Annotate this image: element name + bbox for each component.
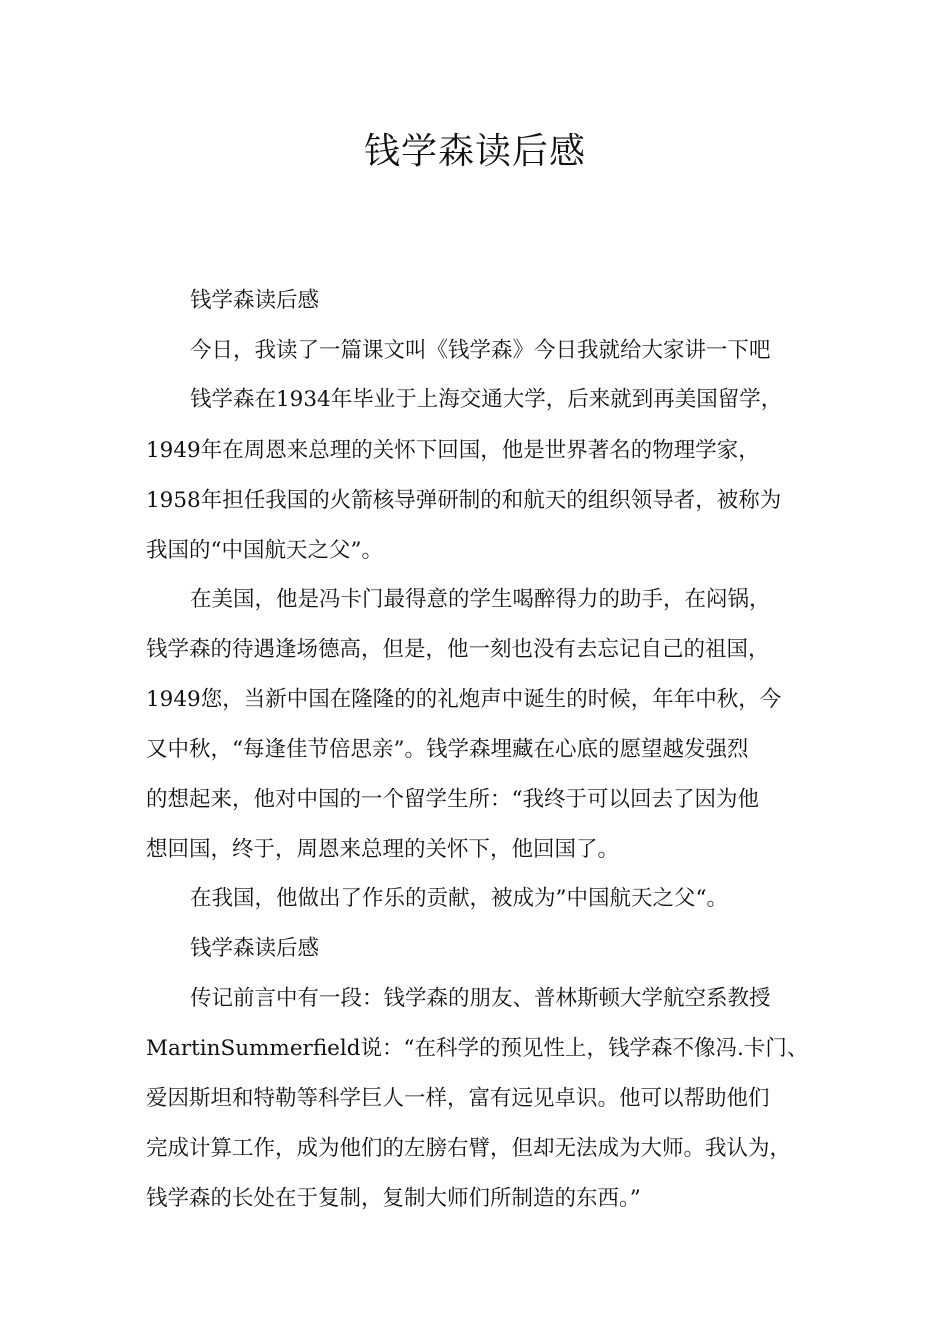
paragraph-line: 爱因斯坦和特勒等科学巨人一样，富有远见卓识。他可以帮助他们 — [146, 1086, 770, 1111]
paragraph-line: 在美国，他是冯卡门最得意的学生喝醉得力的助手，在闷锅， — [190, 587, 771, 612]
paragraph-line: 传记前言中有一段：钱学森的朋友、普林斯顿大学航空系教授 — [190, 986, 771, 1011]
paragraph-line: 钱学森的长处在于复制，复制大师们所制造的东西。” — [146, 1186, 641, 1211]
paragraph-line: 钱学森在1934年毕业于上海交通大学，后来就到再美国留学， — [190, 387, 783, 412]
paragraph-line: 1958年担任我国的火箭核导弹研制的和航天的组织领导者，被称为 — [146, 488, 782, 513]
paragraph-line: 想回国，终于，周恩来总理的关怀下，他回国了。 — [146, 837, 620, 862]
paragraph-line: 今日，我读了一篇课文叫《钱学森》今日我就给大家讲一下吧 — [190, 338, 771, 363]
paragraph-line: 1949您，当新中国在隆隆的的礼炮声中诞生的时候，年年中秋，今 — [146, 687, 782, 712]
paragraph-line: 完成计算工作，成为他们的左膀右臂，但却无法成为大师。我认为， — [146, 1136, 792, 1161]
document-title: 钱学森读后感 — [363, 131, 586, 172]
paragraph-line: 我国的“中国航天之父”。 — [146, 538, 383, 563]
section-heading: 钱学森读后感 — [190, 288, 320, 313]
paragraph-line: 钱学森的待遇逢场德高，但是，他一刻也没有去忘记自己的祖国， — [146, 637, 770, 662]
paragraph-line: 1949年在周恩来总理的关怀下回国，他是世界著名的物理学家， — [146, 438, 760, 463]
paragraph-line: 的想起来，他对中国的一个留学生所：“我终于可以回去了因为他 — [146, 787, 759, 812]
paragraph-line: 在我国，他做出了作乐的贡献，被成为”中国航天之父“。 — [190, 886, 728, 911]
paragraph-line: 又中秋，“每逢佳节倍思亲”。钱学森埋藏在心底的愿望越发强烈 — [146, 737, 749, 762]
section-heading: 钱学森读后感 — [190, 936, 320, 961]
paragraph-line: MartinSummerfield说：“在科学的预见性上，钱学森不像冯.卡门、 — [146, 1036, 809, 1061]
